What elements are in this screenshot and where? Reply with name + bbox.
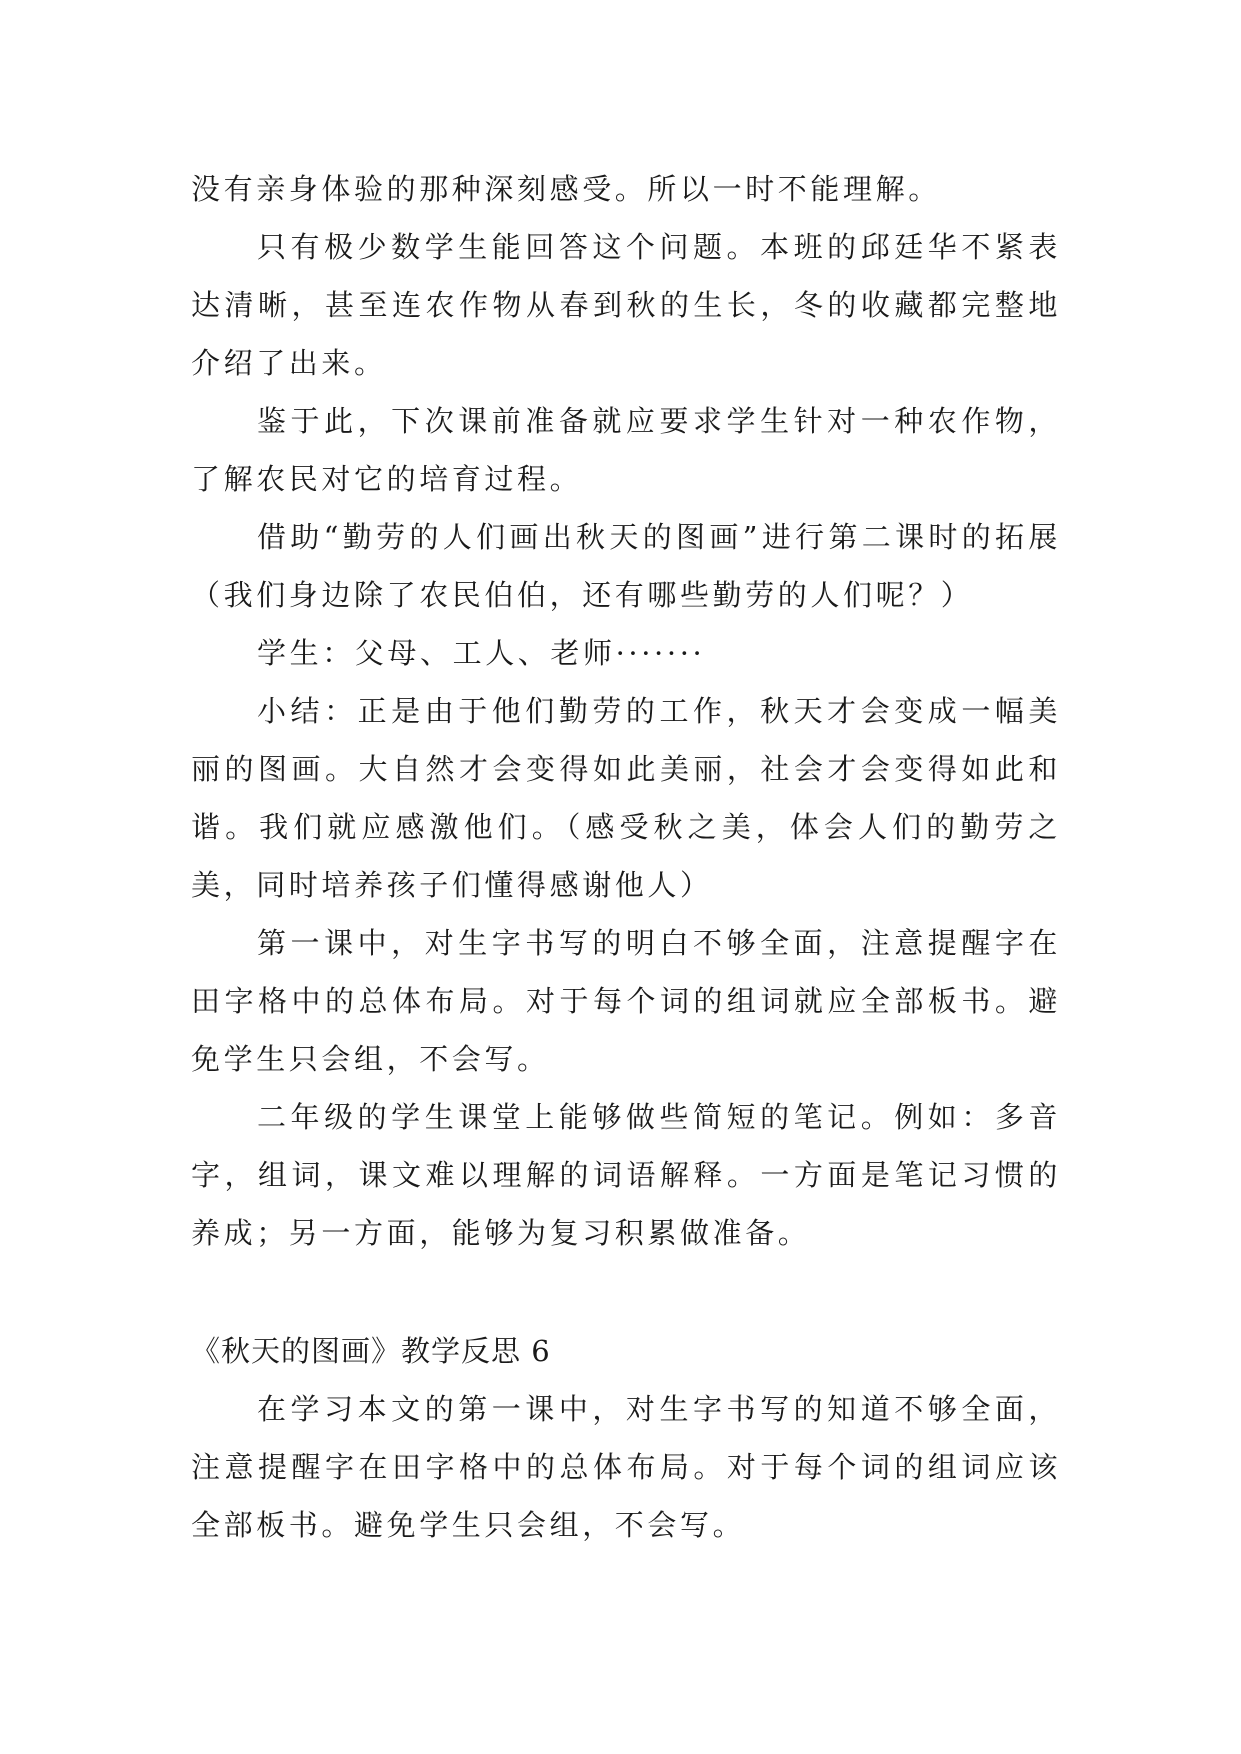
paragraph: 鉴于此，下次课前准备就应要求学生针对一种农作物，了解农民对它的培育过程。 (191, 404, 1061, 496)
document-body (191, 160, 1061, 1554)
section-title: 《秋天的图画》教学反思 6 (191, 1334, 551, 1368)
paragraph: 学生：父母、工人、老师······· (257, 636, 706, 670)
paragraph: 二年级的学生课堂上能够做些简短的笔记。例如：多音字，组词，课文难以理解的词语解释。一方面是笔记习惯的养成；另一方面，能够为复习积累做准备。 (191, 1100, 1061, 1250)
paragraph: 第一课中，对生字书写的明白不够全面，注意提醒字在田字格中的总体布局。对于每个词的组词就应全部板书。避免学生只会组，不会写。 (191, 926, 1061, 1076)
section-paragraph: 在学习本文的第一课中，对生字书写的知道不够全面，注意提醒字在田字格中的总体布局。对于每个词的组词应该全部板书。避免学生只会组，不会写。 (191, 1392, 1061, 1542)
paragraph-continuation: 没有亲身体验的那种深刻感受。所以一时不能理解。 (191, 172, 941, 206)
paragraph: 只有极少数学生能回答这个问题。本班的邱廷华不紧表达清晰，甚至连农作物从春到秋的生长，冬的收藏都完整地介绍了出来。 (191, 230, 1061, 380)
paragraph: 借助“勤劳的人们画出秋天的图画”进行第二课时的拓展（我们身边除了农民伯伯，还有哪些勤劳的人们呢？） (191, 520, 1061, 612)
paragraph: 小结：正是由于他们勤劳的工作，秋天才会变成一幅美丽的图画。大自然才会变得如此美丽，社会才会变得如此和谐。我们就应感激他们。（感受秋之美，体会人们的勤劳之美，同时培养孩子们懂得感谢他人） (191, 694, 1061, 902)
